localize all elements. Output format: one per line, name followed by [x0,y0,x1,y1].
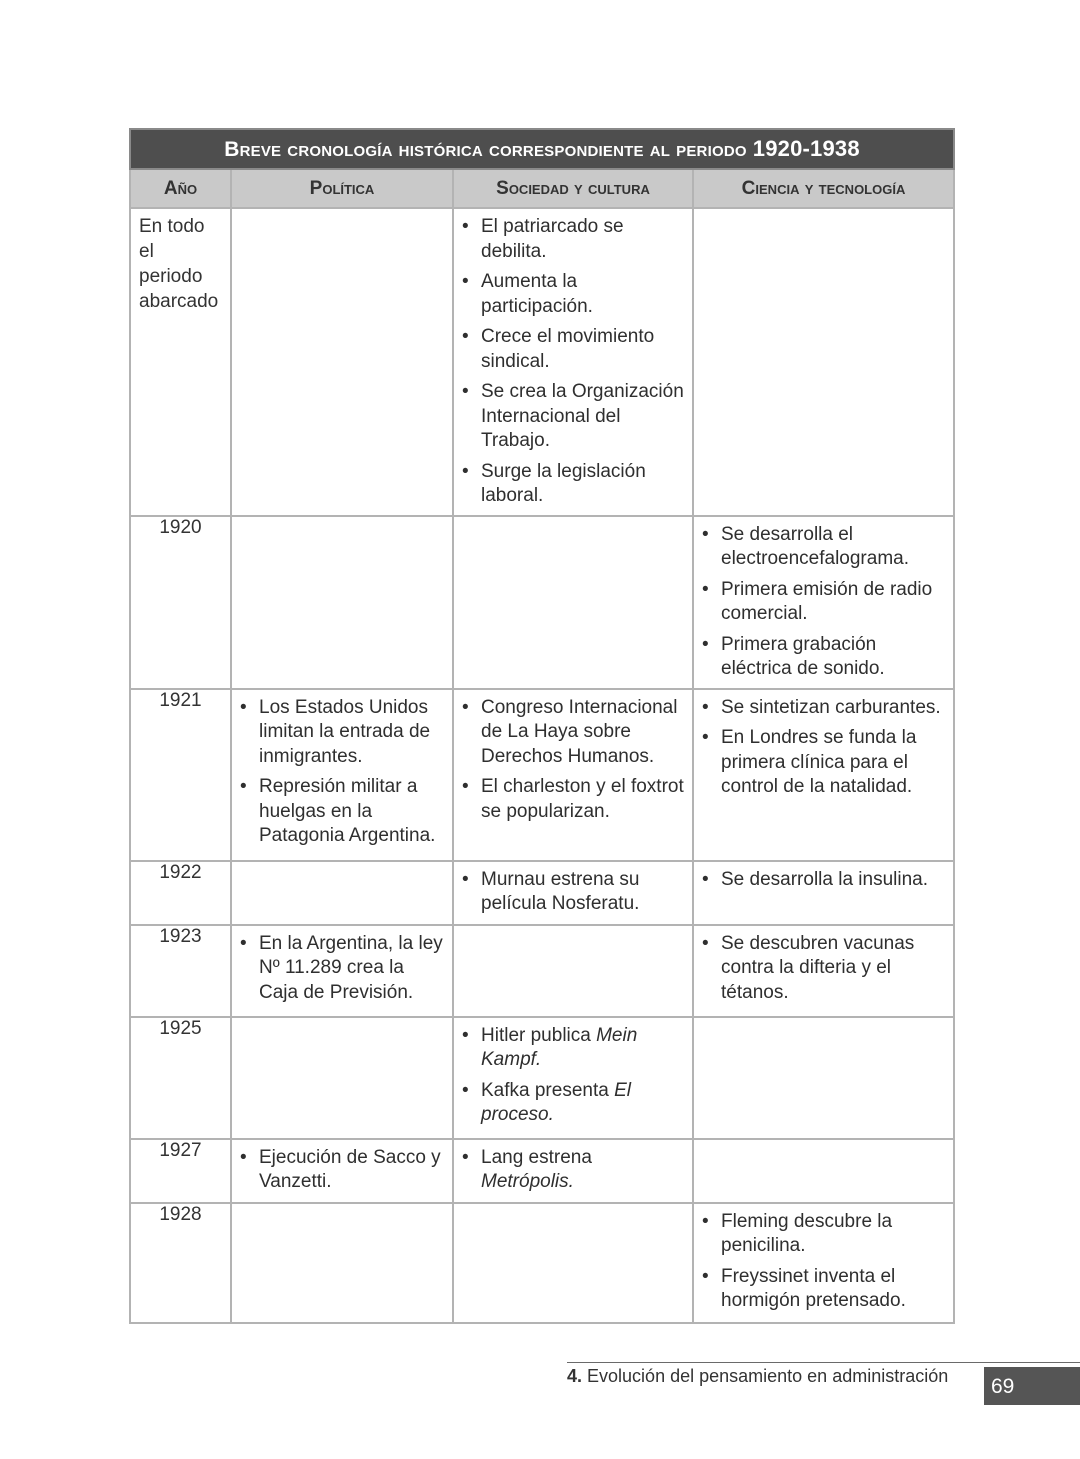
list-item [702,868,947,893]
sociedad-list [454,1140,692,1201]
list-item [702,932,947,1006]
bullet-icon: • [462,868,469,890]
list-item [462,868,686,917]
bullet-icon: • [702,727,709,748]
politica-cell [231,1139,453,1203]
table-title-years: 1920-1938 [752,136,860,161]
list-item [462,325,686,374]
table-row [130,861,954,925]
ciencia-cell [693,1139,954,1203]
table-row [130,516,954,689]
ciencia-list [694,926,953,1012]
ciencia-cell [693,689,954,861]
year-cell: 1923 [130,925,231,1017]
politica-cell [231,516,453,689]
politica-cell [231,1017,453,1139]
item-text: Ejecución de Sacco y Vanzetti. [259,1146,441,1192]
list-item [702,523,947,572]
bullet-icon: • [462,326,469,347]
list-item [702,696,947,721]
ciencia-list [694,690,953,806]
bullet-icon: • [240,776,247,797]
table-title-row [130,129,954,169]
politica-cell [231,861,453,925]
list-item [702,633,947,682]
sociedad-list [454,862,692,923]
sociedad-cell [453,861,693,925]
item-text: Se desarrolla el electroencefalograma. [721,523,909,569]
header-year: Año [130,169,231,208]
politica-cell [231,689,453,861]
list-item [702,726,947,800]
footer-chapter-title: Evolución del pensamiento en administración [587,1366,949,1386]
item-text: Se sintetizan carburantes. [721,696,941,718]
bullet-icon: • [702,633,709,655]
list-item [462,460,686,509]
item-text: Fleming descubre la penicilina. [721,1210,893,1256]
politica-list [232,926,452,1012]
politica-list [232,690,452,855]
politica-cell [231,208,453,516]
list-item [240,696,446,770]
item-title-italic: Mein Kampf. [481,1024,638,1070]
item-text: Hitler publica [481,1024,597,1046]
list-item [462,1079,686,1128]
sociedad-cell [453,689,693,861]
item-title-italic: El proceso. [481,1079,631,1125]
list-item [462,1146,686,1195]
item-text: Surge la legislación laboral. [481,460,646,506]
header-ciencia: Ciencia y tecnología [693,169,954,208]
bullet-icon: • [702,523,709,545]
sociedad-cell [453,925,693,1017]
bullet-icon: • [240,696,247,718]
year-cell: 1920 [130,516,231,689]
ciencia-cell [693,925,954,1017]
list-item [702,578,947,627]
sociedad-cell [453,1017,693,1139]
list-item [240,1146,446,1195]
bullet-icon: • [240,1146,247,1168]
bullet-icon: • [240,932,247,954]
table-row [130,208,954,516]
bullet-icon: • [702,1265,709,1287]
list-item [240,775,446,849]
sociedad-list [454,690,692,831]
politica-cell [231,1203,453,1323]
chronology-table [129,128,955,1324]
sociedad-list [454,209,692,515]
item-text: Los Estados Unidos limitan la entrada de inmigrantes. [259,696,431,767]
sociedad-cell [453,1139,693,1203]
year-cell: 1928 [130,1203,231,1323]
item-text: Se descubren vacunas contra la difteria y el tétanos. [721,932,915,1003]
ciencia-cell [693,516,954,689]
item-text: Freyssinet inventa el hormigón pretensado. [721,1265,906,1311]
year-cell: 1922 [130,861,231,925]
item-title-italic: Metrópolis. [481,1171,574,1192]
year-cell: En todo el periodo abarcado [130,208,231,516]
politica-cell [231,925,453,1017]
list-item [462,380,686,454]
bullet-icon: • [702,1210,709,1232]
bullet-icon: • [462,381,469,402]
item-text: Kafka presenta [481,1079,615,1101]
bullet-icon: • [462,696,469,718]
item-text: Se crea la Organización Internacional del Trabajo. [481,381,684,451]
sociedad-cell [453,1203,693,1323]
list-item [702,1210,947,1259]
table-row [130,1139,954,1203]
item-text: Lang estrena [481,1146,592,1168]
ciencia-cell [693,1203,954,1323]
list-item [702,1265,947,1314]
list-item [462,270,686,319]
list-item [462,215,686,264]
list-item [462,696,686,770]
bullet-icon: • [462,460,469,482]
item-text: En la Argentina, la ley Nº 11.289 crea la Caja de Previsión. [259,932,443,1003]
bullet-icon: • [462,776,469,797]
table-row [130,1017,954,1139]
item-text: Congreso Internacional de La Haya sobre Derechos Humanos. [481,696,678,767]
bullet-icon: • [702,868,709,890]
footer-chapter [567,1366,948,1387]
table-row [130,1203,954,1323]
item-text: En Londres se funda la primera clínica para el control de la natalidad. [721,727,917,797]
sociedad-list [454,1018,692,1134]
header-politica: Política [231,169,453,208]
bullet-icon: • [462,216,469,237]
sociedad-cell [453,208,693,516]
bullet-icon: • [702,578,709,600]
bullet-icon: • [462,1024,469,1046]
ciencia-list [694,517,953,688]
bullet-icon: • [462,271,469,292]
item-text: Primera grabación eléctrica de sonido. [721,633,885,679]
bullet-icon: • [702,932,709,954]
item-text: Crece el movimiento sindical. [481,326,655,372]
bullet-icon: • [702,696,709,718]
list-item [240,932,446,1006]
item-text: Murnau estrena su película Nosferatu. [481,868,640,914]
ciencia-cell [693,861,954,925]
item-text: El charleston y el foxtrot se popularizan. [481,776,684,822]
footer-chapter-number: 4. [567,1366,583,1386]
year-cell: 1925 [130,1017,231,1139]
table-header-row [130,169,954,208]
item-text: Aumenta la participación. [481,271,593,317]
footer-divider [567,1362,1080,1363]
list-item [462,775,686,824]
bullet-icon: • [462,1146,469,1168]
sociedad-cell [453,516,693,689]
ciencia-list [694,862,953,899]
page-number: 69 [984,1367,1080,1405]
item-text: Primera emisión de radio comercial. [721,578,933,624]
item-text: Represión militar a huelgas en la Patagonia Argentina. [259,776,436,846]
ciencia-cell [693,1017,954,1139]
table-row [130,925,954,1017]
header-sociedad: Sociedad y cultura [453,169,693,208]
year-cell: 1927 [130,1139,231,1203]
table-row [130,689,954,861]
table-body [130,208,954,1323]
politica-list [232,1140,452,1201]
item-text: El patriarcado se debilita. [481,216,624,262]
table-title [130,129,954,169]
ciencia-list [694,1204,953,1320]
table-title-text: Breve cronología histórica correspondiente al periodo [224,138,747,161]
item-text: Se desarrolla la insulina. [721,868,929,890]
list-item [462,1024,686,1073]
year-cell: 1921 [130,689,231,861]
ciencia-cell [693,208,954,516]
bullet-icon: • [462,1079,469,1101]
